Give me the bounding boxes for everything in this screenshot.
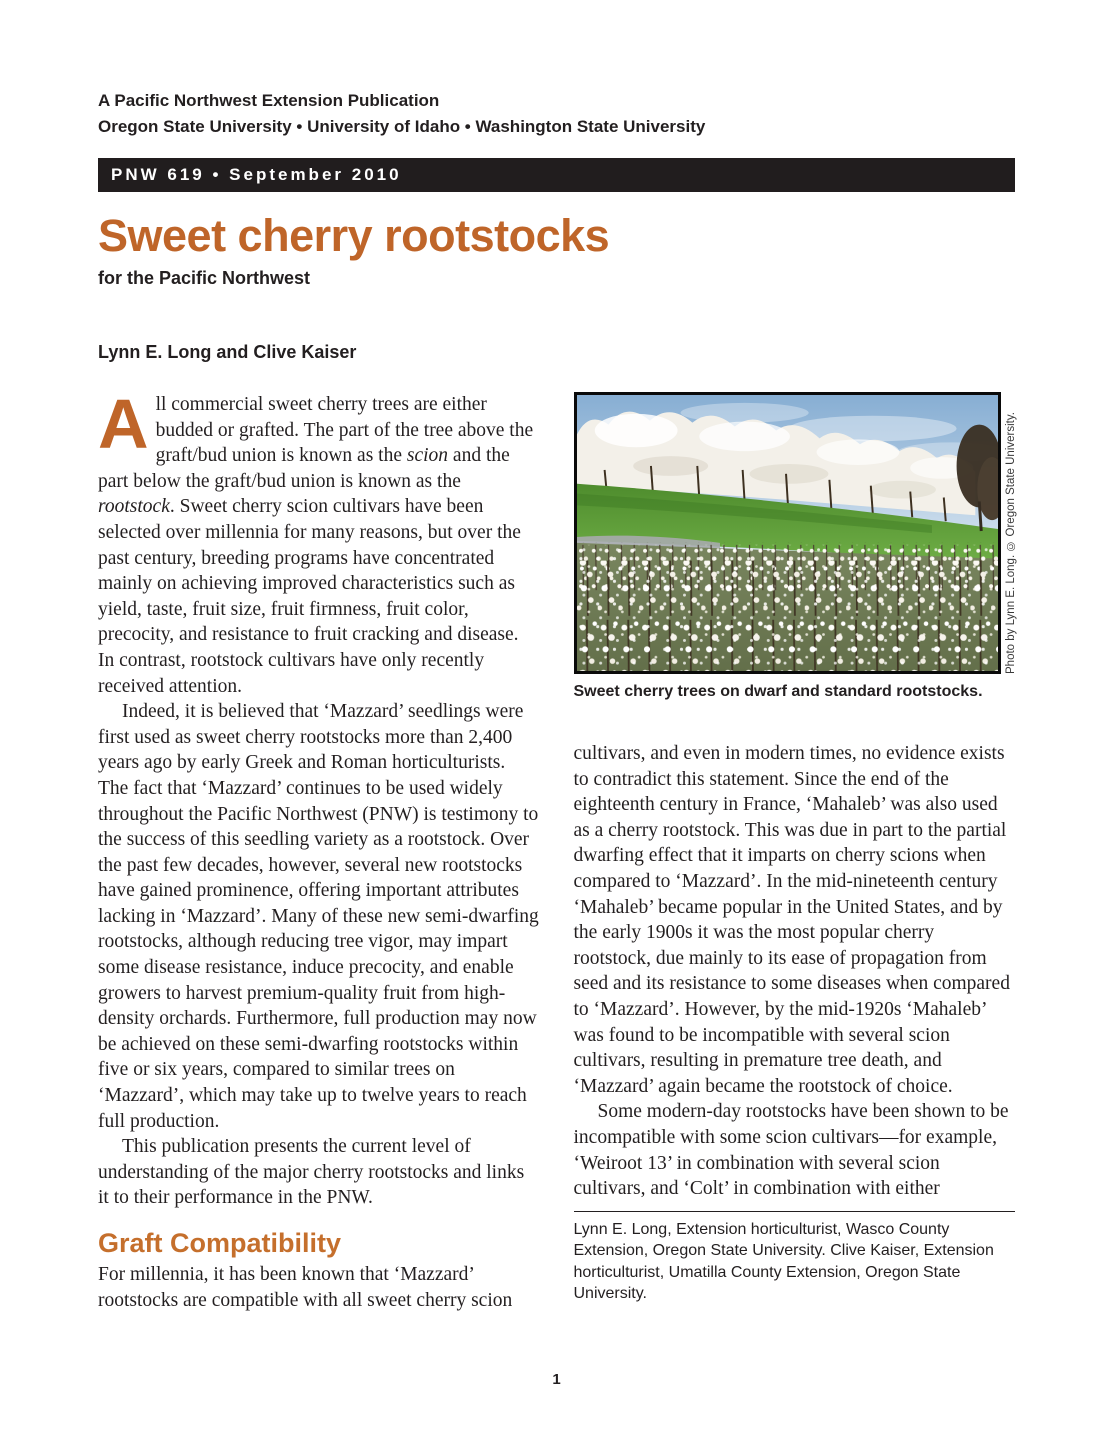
paragraph-publication-purpose: This publication presents the current level of understanding of the major cherry rootstocks and links it to their performance in the PNW. xyxy=(98,1136,525,1209)
authors-line: Lynn E. Long and Clive Kaiser xyxy=(98,342,357,362)
left-column xyxy=(98,385,540,1313)
orchard-photo-illustration xyxy=(577,395,998,671)
photo-caption: Sweet cherry trees on dwarf and standard rootstocks. xyxy=(573,683,983,700)
page-subtitle: for the Pacific Northwest xyxy=(98,268,311,288)
publication-type-line: A Pacific Northwest Extension Publication xyxy=(98,91,440,110)
paragraph-mazzard-history: Indeed, it is believed that ‘Mazzard’ seedlings were first used as sweet cherry rootstocks more than 2,400 years ago by early Greek and Roman horticulturists. The fact that ‘Mazzard’ continues to be used widely throughout the Pacific Northwest (PNW) is testimony to the success of this seedling variety as a rootstock. Over the past few decades, however, several new rootstocks have gained prominence, offering important attributes lacking in ‘Mazzard’. Many of these new semi-dwarfing rootstocks, although reducing tree vigor, may impart some disease resistance, induce precocity, and enable growers to harvest premium-quality fruit from high-density orchards. Furthermore, full production may now be achieved on these semi-dwarfing rootstocks within five or six years, compared to similar trees on ‘Mazzard’, which may take up to twelve years to reach full production. xyxy=(98,701,539,1132)
paragraph-graft-compatibility: For millennia, it has been known that ‘Mazzard’ rootstocks are compatible with all sweet cherry scion xyxy=(98,1264,513,1311)
photo-credit: Photo by Lynn E. Long. © Oregon State University. xyxy=(1004,412,1017,674)
orchard-figure xyxy=(574,392,1016,701)
section-heading-graft-compatibility: Graft Compatibility xyxy=(98,1228,342,1258)
paragraph-intro xyxy=(98,385,540,699)
universities-line: Oregon State University • University of Idaho • Washington State University xyxy=(98,117,706,136)
author-footnote: Lynn E. Long, Extension horticulturist, Wasco County Extension, Oregon State University. Clive Kaiser, Extension horticulturist, Umatilla County Extension, Oregon State University. xyxy=(573,1220,994,1303)
publication-header xyxy=(98,92,1015,192)
right-column xyxy=(574,392,1016,1313)
paragraph-incompatibility: Some modern-day rootstocks have been shown to be incompatible with some scion cultivars—for example, ‘Weiroot 13’ in combination with several scion cultivars, and ‘Colt’ in combination with either xyxy=(573,1101,1009,1200)
photo-row xyxy=(574,392,1016,674)
paragraph-intro-text: ll commercial sweet cherry trees are either budded or grafted. The part of the tree above the graft/bud union is known as the scion and the part below the graft/bud union is known as the rootstock. Sweet cherry scion cultivars have been selected over millennia for many reasons, but over the past century, breeding programs have concentrated mainly on achieving improved characteristics such as yield, taste, fruit size, fruit firmness, fruit color, precocity, and resistance to fruit cracking and disease. In contrast, rootstock cultivars have only recently received attention. xyxy=(98,394,534,697)
drop-cap: A xyxy=(98,385,149,463)
body-columns xyxy=(98,385,1017,1313)
issue-number-bar: PNW 619 • September 2010 xyxy=(98,158,1015,192)
paragraph-mahaleb-history: cultivars, and even in modern times, no evidence exists to contradict this statement. Since the end of the eighteenth century in France, ‘Mahaleb’ was also used as a cherry rootstock. This was due in part to the partial dwarfing effect that it imparts on cherry scions when compared to ‘Mazzard’. In the mid-nineteenth century ‘Mahaleb’ became popular in the United States, and by the early 1900s it was the most popular cherry rootstock, due mainly to its ease of propagation from seed and its resistance to some diseases when compared to ‘Mazzard’. However, by the mid-1920s ‘Mahaleb’ was found to be incompatible with several scion cultivars, resulting in premature tree death, and ‘Mazzard’ again became the rootstock of choice. xyxy=(573,743,1010,1097)
footnote-divider xyxy=(574,1211,1016,1212)
page-title: Sweet cherry rootstocks xyxy=(98,210,610,261)
page-number: 1 xyxy=(552,1371,561,1388)
orchard-photo xyxy=(574,392,1001,674)
